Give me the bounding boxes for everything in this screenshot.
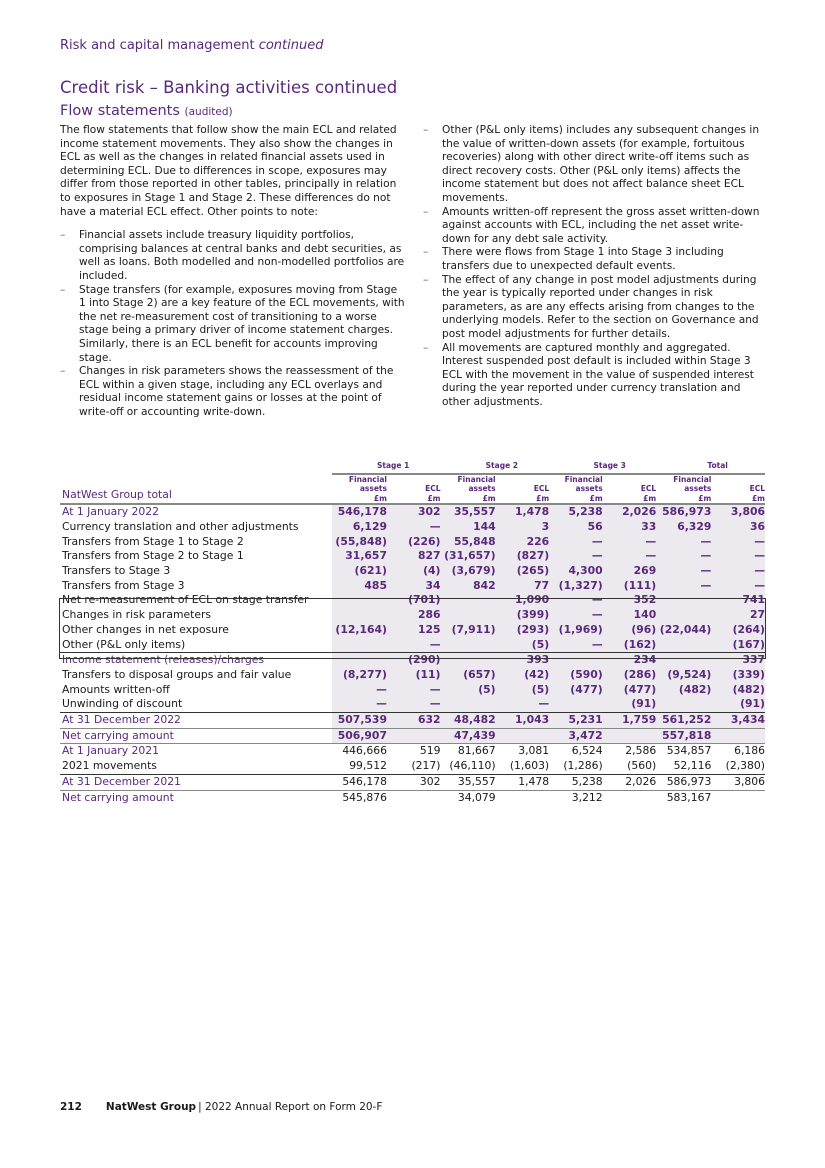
cell-value: 3,806 [711, 504, 765, 520]
column-header-line: ECL [425, 484, 441, 494]
column-header [711, 474, 765, 505]
cell-value: 35,557 [441, 774, 496, 790]
cell-value: 2,586 [625, 744, 657, 758]
cell-value: 2,026 [603, 774, 657, 790]
cell-value: 4,300 [549, 564, 603, 579]
row-label: Other (P&L only items) [60, 638, 332, 653]
cell-value: 27 [711, 608, 765, 623]
cell-value: 3,212 [571, 790, 603, 804]
cell-value: (827) [496, 549, 550, 564]
cell-value: 3,806 [711, 774, 765, 790]
cell-value: 302 [387, 774, 441, 790]
cell-value: 586,973 [656, 774, 711, 790]
cell-value: 3,472 [549, 728, 603, 744]
cell-value: (590) [549, 668, 603, 683]
cell-value: 583,167 [666, 790, 712, 804]
bullet-item: – There were flows from Stage 1 into Stage 3 including transfers due to unexpected default events. [423, 246, 768, 273]
bullet-item: – The effect of any change in post model adjustments during the year is typically reported under changes in risk parameters, as are any effects arising from changes to the underlying models. Refer to the section on Governance and post model adjustments for further details. [423, 274, 768, 342]
cell-value: 1,478 [496, 774, 550, 790]
cell-value: 56 [549, 520, 603, 535]
column-header-line: Financial [457, 474, 496, 484]
cell-value: 99,512 [332, 759, 387, 774]
section-header [60, 38, 323, 53]
cell-value: (46,110) [441, 759, 496, 774]
column-header [441, 474, 496, 505]
bullet-item: – Amounts written-off represent the gross asset written-down against accounts with ECL, including the net asset write-down for any debt sale activity. [423, 206, 768, 247]
table-row [60, 744, 765, 759]
row-label: Net carrying amount [60, 728, 332, 744]
subtitle-note: (audited) [184, 106, 233, 118]
cell-value: — [711, 579, 765, 594]
cell-value: — [603, 549, 657, 564]
cell-value [549, 697, 603, 712]
cell-value [656, 697, 711, 712]
column-header [603, 474, 657, 505]
cell-value: (162) [603, 638, 657, 653]
cell-value: (293) [496, 623, 550, 638]
column-header-line: ECL [640, 484, 657, 494]
table-row [60, 774, 765, 790]
cell-value [496, 728, 550, 744]
cell-value [711, 728, 765, 744]
cell-value: (12,164) [332, 623, 387, 638]
flow-statement-table [60, 459, 765, 805]
cell-value: (3,679) [441, 564, 496, 579]
cell-value [603, 790, 657, 805]
cell-value: 1,759 [603, 713, 657, 729]
cell-value: — [549, 593, 603, 608]
footer-brand: NatWest Group [105, 1101, 197, 1113]
cell-value: (339) [711, 668, 765, 683]
spacer [60, 459, 332, 474]
page-title: Credit risk – Banking activities continued [60, 78, 398, 97]
cell-value: (264) [711, 623, 765, 638]
cell-value [332, 593, 387, 608]
table-row [60, 759, 765, 774]
cell-value: (482) [656, 683, 711, 698]
cell-value: 3,434 [711, 713, 765, 729]
column-header-line: assets [359, 484, 387, 494]
cell-value [332, 638, 387, 653]
cell-value: (1,327) [549, 579, 603, 594]
cell-value: 506,907 [332, 728, 387, 744]
column-header-line: assets [684, 484, 712, 494]
cell-value: 827 [387, 549, 441, 564]
cell-value: 534,857 [666, 744, 712, 758]
row-label: Unwinding of discount [60, 697, 332, 712]
cell-value: 226 [496, 535, 550, 550]
cell-value [656, 593, 711, 608]
row-label: Changes in risk parameters [62, 608, 212, 622]
table-row [60, 697, 765, 712]
cell-value: 302 [387, 504, 441, 520]
cell-value: 5,231 [549, 713, 603, 729]
cell-value: (4) [387, 564, 441, 579]
left-column [60, 124, 405, 419]
bullet-item: – Financial assets include treasury liquidity portfolios, comprising balances at central banks and debt securities, as well as loans. Both modelled and non-modelled portfolios are included. [60, 229, 405, 283]
right-column [423, 124, 768, 409]
row-label: Other changes in net exposure [62, 622, 229, 636]
cell-value: 33 [603, 520, 657, 535]
column-header-line: £m [698, 493, 712, 503]
cell-value: 140 [603, 608, 657, 623]
row-label: Amounts written-off [62, 682, 170, 696]
cell-value: 144 [441, 520, 496, 535]
cell-value: (1,286) [549, 759, 603, 774]
cell-value: 125 [387, 623, 441, 638]
cell-value: — [496, 697, 550, 712]
cell-value: 545,876 [342, 790, 387, 804]
cell-value: 34,079 [457, 790, 496, 804]
subtitle [60, 103, 233, 119]
cell-value: (5) [441, 683, 496, 698]
cell-value: (621) [332, 564, 387, 579]
table-row [60, 535, 765, 550]
cell-value: — [387, 683, 441, 698]
column-header [549, 474, 603, 505]
cell-value: 842 [441, 579, 496, 594]
row-label: Transfers from Stage 2 to Stage 1 [62, 549, 244, 563]
column-header-row [60, 474, 765, 505]
cell-value [332, 653, 387, 668]
cell-value: 1,090 [496, 593, 550, 608]
cell-value: — [549, 535, 603, 550]
table-row [60, 653, 765, 668]
cell-value: 586,973 [656, 504, 711, 520]
cell-value: 234 [603, 653, 657, 668]
cell-value: — [387, 697, 441, 712]
cell-value: — [656, 579, 711, 594]
cell-value: (2,380) [711, 759, 765, 774]
bullet-item: – Other (P&L only items) includes any subsequent changes in the value of written-down assets (for example, fortuitous recoveries) along with other direct write-off items such as direct recovery costs. Other (P&L only items) affects the income statement but does not affect balance sheet ECL movements. [423, 124, 768, 206]
column-header-line: Financial [673, 474, 712, 484]
cell-value: (399) [496, 608, 550, 623]
cell-value: — [332, 697, 387, 712]
column-header-line: Financial [348, 474, 387, 484]
cell-value [441, 608, 496, 623]
cell-value: 34 [387, 579, 441, 594]
cell-value: 557,818 [656, 728, 711, 744]
cell-value: — [656, 549, 711, 564]
cell-value [441, 593, 496, 608]
cell-value: — [549, 638, 603, 653]
cell-value: 35,557 [441, 504, 496, 520]
cell-value: (5) [496, 638, 550, 653]
table-row [60, 790, 765, 805]
cell-value: (167) [711, 638, 765, 653]
cell-value [711, 790, 765, 805]
cell-value [387, 728, 441, 744]
cell-value: (42) [496, 668, 550, 683]
section-name: Risk and capital management [60, 38, 255, 53]
table-row [60, 668, 765, 683]
row-label: Income statement (releases)/charges [62, 653, 265, 667]
cell-value: — [711, 564, 765, 579]
cell-value: 6,329 [656, 520, 711, 535]
cell-value: (1,603) [496, 759, 550, 774]
bullet-item: – Stage transfers (for example, exposures moving from Stage 1 into Stage 2) are a key feature of the ECL movements, with the net re-measurement cost of transitioning to a worse stage being a primary driver of income statement charges. Similarly, there is an ECL benefit for accounts improving stage. [60, 284, 405, 366]
cell-value: 2,026 [603, 504, 657, 520]
cell-value: (477) [603, 683, 657, 698]
cell-value: 3,081 [518, 744, 550, 758]
table-row [60, 504, 765, 520]
column-header-line: £m [536, 493, 550, 503]
column-header [387, 474, 441, 505]
row-label: At 1 January 2022 [62, 505, 160, 519]
table-row [60, 683, 765, 698]
group-header-row [60, 459, 765, 474]
cell-value: 1,043 [496, 713, 550, 729]
cell-value: — [603, 535, 657, 550]
cell-value [332, 608, 387, 623]
cell-value: 77 [496, 579, 550, 594]
cell-value: 269 [603, 564, 657, 579]
group-header-4: Total [656, 459, 765, 474]
cell-value: 81,667 [457, 744, 496, 758]
cell-value [496, 790, 550, 805]
cell-value: 352 [603, 593, 657, 608]
cell-value: 546,178 [332, 774, 387, 790]
cell-value: (286) [603, 668, 657, 683]
table-row [60, 549, 765, 564]
cell-value [656, 653, 711, 668]
column-header-line: assets [575, 484, 603, 494]
column-header-line: assets [468, 484, 496, 494]
row-label: At 31 December 2022 [60, 713, 332, 729]
cell-value: 6,524 [571, 744, 603, 758]
cell-value: (477) [549, 683, 603, 698]
cell-value: (11) [387, 668, 441, 683]
column-header-line: £m [373, 493, 387, 503]
column-header-line: £m [482, 493, 496, 503]
footer [60, 1101, 382, 1113]
cell-value: (91) [603, 697, 657, 712]
cell-value: 741 [711, 593, 765, 608]
cell-value: 36 [711, 520, 765, 535]
page-number: 212 [60, 1101, 82, 1113]
cell-value: (22,044) [656, 623, 711, 638]
cell-value: 286 [387, 608, 441, 623]
cell-value: 546,178 [332, 504, 387, 520]
column-header-line: £m [643, 493, 657, 503]
row-label: Net carrying amount [62, 790, 174, 804]
cell-value: — [711, 535, 765, 550]
cell-value [441, 697, 496, 712]
cell-value: — [332, 683, 387, 698]
column-header [496, 474, 550, 505]
cell-value: — [549, 608, 603, 623]
table-row [60, 713, 765, 729]
column-header [332, 474, 387, 505]
column-header-line: Financial [564, 474, 603, 484]
right-bullets [423, 124, 768, 409]
cell-value [656, 608, 711, 623]
bullet-item: – All movements are captured monthly and aggregated. Interest suspended post default is included within Stage 3 ECL with the movement in the value of suspended interest during the year reported under currency translation and other adjustments. [423, 342, 768, 410]
table-row [60, 623, 765, 638]
cell-value: 393 [496, 653, 550, 668]
cell-value: — [387, 638, 441, 653]
row-label: Transfers to disposal groups and fair value [62, 667, 292, 681]
group-header-3: Stage 3 [549, 459, 656, 474]
cell-value: 337 [711, 653, 765, 668]
cell-value: — [656, 535, 711, 550]
footer-report: | 2022 Annual Report on Form 20-F [198, 1101, 383, 1113]
cell-value [603, 728, 657, 744]
cell-value: (8,277) [332, 668, 387, 683]
cell-value: (560) [603, 759, 657, 774]
row-label: 2021 movements [60, 759, 332, 774]
section-suffix: continued [258, 38, 324, 53]
cell-value: (31,657) [441, 549, 496, 564]
cell-value: 485 [332, 579, 387, 594]
cell-value [656, 638, 711, 653]
table-row [60, 520, 765, 535]
row-label: Currency translation and other adjustments [62, 519, 299, 533]
column-header-line: ECL [533, 484, 550, 494]
cell-value: (5) [496, 683, 550, 698]
cell-value: — [387, 520, 441, 535]
cell-value: (111) [603, 579, 657, 594]
cell-value: 52,116 [656, 759, 711, 774]
row-label: At 1 January 2021 [62, 744, 160, 758]
intro-paragraph: The flow statements that follow show the main ECL and related income statement movements. They also show the changes in ECL as well as the changes in related financial assets used in determining ECL. Due to differences in scope, exposures may differ from those reported in other tables, principally in relation to exposures in Stage 1 and Stage 2. These differences do not have a material ECL effect. Other points to note: [60, 124, 397, 218]
cell-value: 3 [496, 520, 550, 535]
cell-value: 561,252 [656, 713, 711, 729]
row-label: At 31 December 2021 [60, 774, 332, 790]
cell-value: (7,911) [441, 623, 496, 638]
group-header-1: Stage 1 [332, 459, 441, 474]
cell-value: 55,848 [441, 535, 496, 550]
cell-value: — [711, 549, 765, 564]
column-header-line: £m [589, 493, 603, 503]
table-row [60, 564, 765, 579]
cell-value: 31,657 [332, 549, 387, 564]
cell-value: (9,524) [656, 668, 711, 683]
table-row [60, 638, 765, 653]
cell-value: — [549, 549, 603, 564]
cell-value: (226) [387, 535, 441, 550]
cell-value: (55,848) [332, 535, 387, 550]
cell-value: 1,478 [496, 504, 550, 520]
cell-value: 47,439 [441, 728, 496, 744]
group-header-2: Stage 2 [441, 459, 550, 474]
cell-value: (217) [387, 759, 441, 774]
left-bullets [60, 229, 405, 419]
cell-value: — [656, 564, 711, 579]
cell-value: (290) [387, 653, 441, 668]
table-row [60, 608, 765, 623]
row-label: Transfers to Stage 3 [62, 564, 171, 577]
cell-value: 519 [419, 744, 441, 758]
cell-value [441, 653, 496, 668]
table-row [60, 579, 765, 594]
cell-value: 48,482 [441, 713, 496, 729]
row-label: Transfers from Stage 3 [62, 578, 185, 592]
cell-value: (482) [711, 683, 765, 698]
cell-value: (96) [603, 623, 657, 638]
cell-value [441, 638, 496, 653]
cell-value: (1,969) [549, 623, 603, 638]
column-header-line: £m [427, 493, 441, 503]
cell-value: 5,238 [549, 774, 603, 790]
cell-value: 5,238 [549, 504, 603, 520]
subtitle-text: Flow statements [60, 103, 180, 119]
row-label: Transfers from Stage 1 to Stage 2 [62, 534, 244, 548]
column-header-line: £m [751, 493, 765, 503]
cell-value: (265) [496, 564, 550, 579]
table-row [60, 728, 765, 744]
cell-value [387, 790, 441, 805]
cell-value [549, 653, 603, 668]
cell-value: 632 [387, 713, 441, 729]
cell-value: (701) [387, 593, 441, 608]
row-label: Net re-measurement of ECL on stage transfer [62, 593, 309, 607]
cell-value: 507,539 [332, 713, 387, 729]
cell-value: (91) [711, 697, 765, 712]
table-title: NatWest Group total [60, 474, 332, 505]
column-header [656, 474, 711, 505]
table-row [60, 593, 765, 608]
cell-value: 6,129 [332, 520, 387, 535]
column-header-line: ECL [749, 484, 765, 494]
bullet-item: – Changes in risk parameters shows the reassessment of the ECL within a given stage, including any ECL overlays and residual income statement gains or losses at the point of write-off or accounting write-down. [60, 365, 405, 419]
cell-value: (657) [441, 668, 496, 683]
cell-value: 6,186 [734, 744, 765, 758]
cell-value: 446,666 [342, 744, 387, 758]
